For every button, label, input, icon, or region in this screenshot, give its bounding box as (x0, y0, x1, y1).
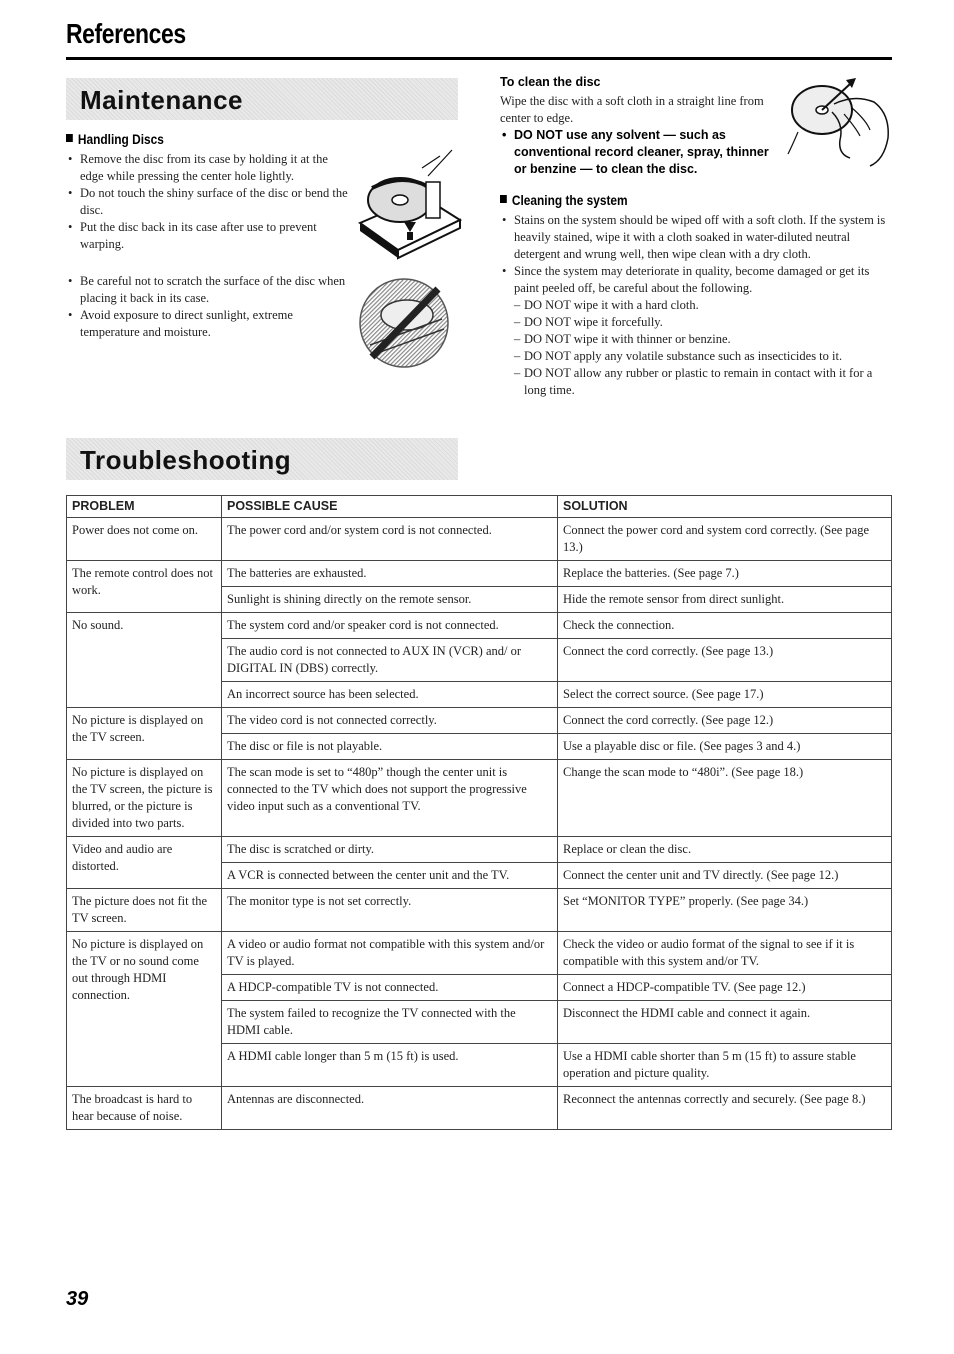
solution-cell: Disconnect the HDMI cable and connect it again. (558, 1001, 892, 1044)
solution-cell: Use a HDMI cable shorter than 5 m (15 ft) to assure stable operation and picture quality. (558, 1044, 892, 1087)
dash-item: – DO NOT wipe it with thinner or benzine. (514, 331, 892, 348)
problem-cell: Power does not come on. (67, 518, 222, 561)
clean-disc-warning-list (500, 127, 780, 178)
solution-cell: Select the correct source. (See page 17.) (558, 682, 892, 708)
dash-item: – DO NOT allow any rubber or plastic to remain in contact with it for a long time. (514, 365, 892, 399)
handling-discs-heading: Handling Discs (66, 131, 164, 147)
cleaning-dash-list (514, 297, 892, 399)
handling-list-a (66, 151, 352, 253)
list-item: • Put the disc back in its case after use to prevent warping. (66, 219, 352, 253)
dash-item: – DO NOT wipe it forcefully. (514, 314, 892, 331)
list-item: • Since the system may deteriorate in quality, become damaged or get its paint peeled off, be careful about the following. – DO NOT wipe it with a hard cloth. – DO NOT wipe it forcefully. – DO NOT wipe it with thinner or benzine. – DO NOT apply any volatile substance such as insecticides to it. – DO NOT allow any rubber or plastic to remain in contact with it for a long time. (500, 263, 892, 399)
cause-cell: The system failed to recognize the TV connected with the HDMI cable. (222, 1001, 558, 1044)
cleaning-system-list (500, 212, 892, 399)
cause-cell: The video cord is not connected correctly. (222, 708, 558, 734)
problem-cell: The picture does not fit the TV screen. (67, 889, 222, 932)
list-item: • Be careful not to scratch the surface of the disc when placing it back in its case. (66, 273, 352, 307)
solution-cell: Hide the remote sensor from direct sunlight. (558, 587, 892, 613)
dash-item: – DO NOT apply any volatile substance such as insecticides to it. (514, 348, 892, 365)
list-item: • Avoid exposure to direct sunlight, extreme temperature and moisture. (66, 307, 352, 341)
cause-cell: The audio cord is not connected to AUX IN (VCR) and/ or DIGITAL IN (DBS) correctly. (222, 639, 558, 682)
solution-cell: Replace or clean the disc. (558, 837, 892, 863)
problem-cell: The broadcast is hard to hear because of noise. (67, 1087, 222, 1130)
table-row (67, 889, 892, 932)
cause-cell: The system cord and/or speaker cord is not connected. (222, 613, 558, 639)
problem-cell: Video and audio are distorted. (67, 837, 222, 889)
dash-item: – DO NOT wipe it with a hard cloth. (514, 297, 892, 314)
list-item: • Do not touch the shiny surface of the disc or bend the disc. (66, 185, 352, 219)
cause-cell: A VCR is connected between the center unit and the TV. (222, 863, 558, 889)
cause-cell: The batteries are exhausted. (222, 561, 558, 587)
cause-cell: A HDCP-compatible TV is not connected. (222, 975, 558, 1001)
cause-cell: A HDMI cable longer than 5 m (15 ft) is used. (222, 1044, 558, 1087)
problem-cell: No picture is displayed on the TV screen. (67, 708, 222, 760)
problem-column-header: PROBLEM (67, 496, 222, 518)
table-row (67, 613, 892, 639)
list-item: • Remove the disc from its case by holding it at the edge while pressing the center hole lightly. (66, 151, 352, 185)
cause-cell: The monitor type is not set correctly. (222, 889, 558, 932)
table-row (67, 932, 892, 975)
solution-cell: Connect the center unit and TV directly. (See page 12.) (558, 863, 892, 889)
cause-cell: Antennas are disconnected. (222, 1087, 558, 1130)
page-number: 39 (66, 1288, 89, 1310)
table-row (67, 1087, 892, 1130)
square-bullet-icon (66, 134, 73, 142)
solution-cell: Replace the batteries. (See page 7.) (558, 561, 892, 587)
cause-cell: The scan mode is set to “480p” though the center unit is connected to the TV which does not support the progressive video input such as a conventional TV. (222, 760, 558, 837)
disc-in-case-illustration (352, 148, 464, 273)
table-header-row (67, 496, 892, 518)
troubleshooting-table-body (67, 518, 892, 1130)
problem-cell: The remote control does not work. (67, 561, 222, 613)
square-bullet-icon (500, 195, 507, 203)
table-row (67, 760, 892, 837)
clean-disc-text: Wipe the disc with a soft cloth in a straight line from center to edge. (500, 94, 764, 125)
title-rule (66, 57, 892, 60)
solution-cell: Connect a HDCP-compatible TV. (See page 12.) (558, 975, 892, 1001)
cause-column-header: POSSIBLE CAUSE (222, 496, 558, 518)
table-row (67, 708, 892, 734)
solution-cell: Check the connection. (558, 613, 892, 639)
table-row (67, 837, 892, 863)
solution-cell: Use a playable disc or file. (See pages 3 and 4.) (558, 734, 892, 760)
page-title: References (66, 18, 186, 49)
cause-cell: The disc or file is not playable. (222, 734, 558, 760)
troubleshooting-table (66, 495, 892, 1130)
do-not-scratch-illustration (352, 275, 464, 375)
cause-cell: The power cord and/or system cord is not connected. (222, 518, 558, 561)
problem-cell: No picture is displayed on the TV or no sound come out through HDMI connection. (67, 932, 222, 1087)
troubleshooting-banner: Troubleshooting (66, 438, 458, 480)
solution-cell: Set “MONITOR TYPE” properly. (See page 34.) (558, 889, 892, 932)
cause-cell: A video or audio format not compatible with this system and/or TV is played. (222, 932, 558, 975)
wiping-disc-illustration (784, 74, 896, 174)
cause-cell: An incorrect source has been selected. (222, 682, 558, 708)
clean-disc-warning: • DO NOT use any solvent — such as conventional record cleaner, spray, thinner or benzine — to clean the disc. (500, 127, 780, 178)
table-row (67, 561, 892, 587)
cause-cell: Sunlight is shining directly on the remote sensor. (222, 587, 558, 613)
solution-cell: Connect the cord correctly. (See page 13.) (558, 639, 892, 682)
solution-cell: Connect the cord correctly. (See page 12.) (558, 708, 892, 734)
maintenance-banner: Maintenance (66, 78, 458, 120)
solution-cell: Check the video or audio format of the signal to see if it is compatible with this system and/or TV. (558, 932, 892, 975)
list-item: • Stains on the system should be wiped off with a soft cloth. If the system is heavily stained, wipe it with a cloth soaked in water-diluted neutral detergent and wrung well, then wipe clean with a dry cloth. (500, 212, 892, 263)
solution-cell: Change the scan mode to “480i”. (See page 18.) (558, 760, 892, 837)
solution-column-header: SOLUTION (558, 496, 892, 518)
clean-disc-heading: To clean the disc (500, 75, 601, 89)
problem-cell: No sound. (67, 613, 222, 708)
table-row (67, 518, 892, 561)
cause-cell: The disc is scratched or dirty. (222, 837, 558, 863)
solution-cell: Connect the power cord and system cord correctly. (See page 13.) (558, 518, 892, 561)
handling-list-b (66, 273, 352, 341)
solution-cell: Reconnect the antennas correctly and securely. (See page 8.) (558, 1087, 892, 1130)
problem-cell: No picture is displayed on the TV screen, the picture is blurred, or the picture is divided into two parts. (67, 760, 222, 837)
cleaning-system-heading: Cleaning the system (500, 192, 628, 208)
